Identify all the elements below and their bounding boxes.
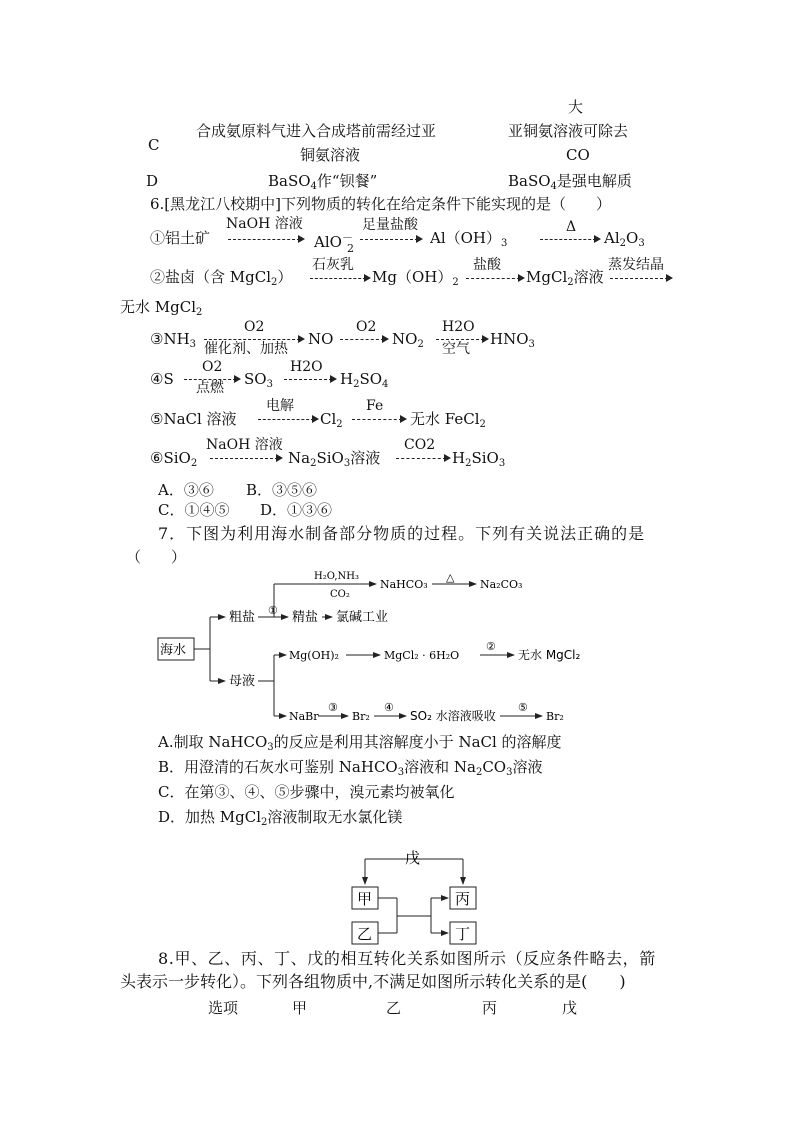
step-4-label: ④ (384, 701, 394, 714)
q8-header-bing: 丙 (482, 999, 498, 1017)
row-c-right-top: 大 (568, 98, 584, 116)
q6-r2-arrowhead-3 (666, 274, 673, 282)
q7-stem-2: （ ） (126, 548, 187, 566)
q6-r3-start: $③NH_3$ (150, 330, 197, 350)
q6-r5-arrow-2 (352, 419, 402, 420)
q6-r4-p1: $SO_3$ (244, 370, 273, 390)
q6-r4-arrow-2 (284, 379, 332, 380)
row-d-left: BaSO$_4$作“钡餐” (268, 172, 378, 192)
q6-r2-cont: 无水 MgCl$_2$ (120, 298, 203, 318)
crude-salt-label: 粗盐 (229, 610, 256, 625)
row-c-right-2: CO (566, 146, 590, 164)
q6-r1-arrow-2 (360, 239, 418, 240)
mgcl2-hydrate-label: MgCl₂ · 6H₂O (384, 649, 460, 662)
q8-stem-1: 8.甲、乙、丙、丁、戊的相互转化关系如图所示（反应条件略去，箭 (158, 949, 656, 968)
q6-r5-arrowhead-1 (312, 415, 319, 423)
q6-r3-c3-bot: 空气 (442, 341, 470, 357)
nabr-label: NaBr (289, 710, 319, 723)
top-condition-co2-label: CO₂ (330, 589, 350, 600)
q6-r2-arrow-3 (610, 278, 668, 279)
q6-r6-p1: $Na_2SiO_3$溶液 (288, 449, 381, 469)
q6-option-c: C．①④⑤ (158, 501, 230, 519)
q7-stem-1: 7．下图为利用海水制备部分物质的过程。下列有关说法正确的是 (158, 524, 646, 543)
row-c-left-1: 合成氨原料气进入合成塔前需经过亚 (196, 122, 437, 140)
heat-symbol: △ (446, 571, 455, 584)
q6-r5-p1: $Cl_2$ (320, 410, 343, 430)
q6-r3-arrowhead-2 (382, 335, 389, 343)
q6-r5-c1: 电解 (266, 398, 294, 414)
row-c-right-1: 亚铜氨溶液可除去 (508, 122, 629, 140)
nahco3-label: NaHCO₃ (380, 578, 428, 591)
q6-r3-c2: O2 (356, 319, 377, 335)
wu-label: 戊 (405, 849, 421, 867)
q7-option-d: D．加热 MgCl$_2$溶液制取无水氯化镁 (158, 808, 403, 828)
q6-r6-p2: $H_2SiO_3$ (452, 449, 506, 469)
q6-r3-arrow-2 (340, 339, 384, 340)
q6-r2-start: ②盐卤（含 MgCl$_2$） (150, 268, 293, 288)
row-d-letter: D (146, 172, 159, 190)
q6-r2-arrow-1 (310, 278, 366, 279)
q6-r1-p1: AlO－ (314, 231, 353, 251)
q6-r6-arrow-2 (396, 458, 446, 459)
q6-r1-p2: $Al(OH)_3$ (430, 229, 508, 249)
q6-r6-start: ⑥SiO$_2$ (150, 449, 198, 469)
q6-option-b: B．③⑤⑥ (246, 481, 318, 499)
q6-r6-c1: NaOH 溶液 (206, 437, 283, 453)
row-c-left-2: 铜氨溶液 (300, 146, 361, 164)
q6-r4-c1-bot: 点燃 (196, 380, 224, 396)
q6-r6-arrow-1 (210, 458, 278, 459)
q8-header-wu: 戊 (562, 999, 578, 1017)
q6-r6-arrowhead-2 (444, 454, 451, 462)
q8-stem-2: 头表示一步转化）。下列各组物质中,不满足如图所示转化关系的是( ) (120, 972, 626, 991)
ding-label: 丁 (455, 925, 471, 943)
br2-label-b: Br₂ (546, 710, 564, 723)
q6-r3-arrowhead-1 (298, 335, 305, 343)
mgoh2-label: Mg(OH)₂ (289, 649, 339, 662)
q6-r1-arrow-1 (228, 239, 300, 240)
q6-r3-c1-bot: 催化剂、加热 (204, 341, 288, 357)
q6-r6-c2: CO2 (404, 437, 436, 453)
q6-r1-arrow-3 (540, 239, 596, 240)
q6-r1-arrowhead-3 (594, 235, 601, 243)
q6-r5-p2: 无水 FeCl$_2$ (410, 410, 486, 430)
q6-r1-arrowhead-1 (298, 235, 305, 243)
anhydrous-mgcl2-label: 无水 MgCl₂ (518, 648, 581, 662)
mother-liquor-label: 母液 (229, 674, 256, 689)
q6-r3-arrowhead-3 (482, 335, 489, 343)
row-d-right: BaSO$_4$是强电解质 (508, 172, 632, 192)
q6-r4-arrowhead-1 (234, 375, 241, 383)
q6-r1-start: ①铝土矿 (150, 229, 211, 247)
step-2-label: ② (486, 640, 496, 653)
q6-stem: 6.[黑龙江八校期中]下列物质的转化在给定条件下能实现的是（ ） (150, 195, 612, 213)
q6-r5-arrow-1 (258, 419, 314, 420)
step-5-label: ⑤ (518, 701, 528, 714)
q6-r1-p3: $Al_2O_3$ (604, 229, 645, 249)
q6-option-a: A．③⑥ (158, 481, 214, 499)
jia-label: 甲 (357, 890, 373, 908)
q6-r5-c2: Fe (366, 398, 384, 414)
q6-r1-c3: Δ (566, 219, 577, 235)
top-condition-label: H₂O,NH₃ (314, 571, 359, 582)
q6-r2-p2: MgCl$_2$溶液 (526, 268, 604, 288)
q6-r3-c3-top: H2O (442, 319, 475, 335)
row-c-letter: C (148, 136, 160, 154)
q6-r1-arrowhead-2 (416, 235, 423, 243)
refined-salt-label: 精盐 (292, 610, 319, 625)
so2-absorb-label: SO₂ 水溶液吸收 (410, 709, 496, 723)
yi-label: 乙 (357, 925, 373, 943)
bing-label: 丙 (455, 890, 471, 908)
step-3-label: ③ (328, 701, 338, 714)
q8-header-jia: 甲 (292, 999, 308, 1017)
q6-r3-p2: $NO_2$ (392, 330, 424, 350)
q6-r4-c1-top: O2 (202, 359, 223, 375)
br2-label-a: Br₂ (352, 710, 370, 723)
q8-header-option: 选项 (208, 999, 239, 1017)
q6-r1-c2: 足量盐酸 (362, 217, 418, 233)
q7-option-c: C．在第③、④、⑤步骤中，溴元素均被氧化 (158, 783, 455, 801)
q6-r5-start: ⑤NaCl 溶液 (150, 410, 237, 428)
q6-r3-p3: $HNO_3$ (490, 330, 535, 350)
q6-r2-arrow-2 (466, 278, 520, 279)
q6-r3-c1-top: O2 (244, 319, 265, 335)
q6-r1-c1: NaOH 溶液 (226, 216, 303, 232)
q6-r4-start: ④S (150, 370, 174, 388)
q7-option-a: A.制取 NaHCO$_3$的反应是利用其溶解度小于 NaCl 的溶解度 (158, 733, 562, 753)
q6-r4-p2: $H_2SO_4$ (340, 370, 389, 390)
q7-option-b: B．用澄清的石灰水可鉴别 NaHCO$_3$溶液和 $Na_2CO_3$溶液 (158, 758, 543, 778)
q6-r2-arrowhead-2 (518, 274, 525, 282)
chlor-alkali-label: 氯碱工业 (336, 610, 389, 625)
q6-r4-arrowhead-2 (330, 375, 337, 383)
q6-r5-arrowhead-2 (400, 415, 407, 423)
q6-r2-c2: 盐酸 (473, 257, 501, 273)
q6-r2-p1: $Mg(OH)_2$ (372, 268, 459, 288)
q6-r2-arrowhead-1 (364, 274, 371, 282)
seawater-label: 海水 (160, 643, 187, 658)
q6-r1-p1-sub: 2 (347, 242, 354, 255)
q6-r3-p1: NO (308, 330, 334, 348)
q8-header-yi: 乙 (386, 999, 402, 1017)
step-1-label: ① (268, 604, 278, 617)
q6-option-d: D．①③⑥ (260, 501, 333, 519)
q6-r2-c3: 蒸发结晶 (608, 257, 664, 273)
na2co3-label: Na₂CO₃ (480, 578, 523, 591)
q6-r2-c1: 石灰乳 (312, 257, 354, 273)
q6-r6-arrowhead-1 (276, 454, 283, 462)
q6-r4-c2: H2O (290, 359, 323, 375)
seawater-process-diagram (150, 562, 650, 734)
q8-relation-diagram (345, 846, 485, 950)
